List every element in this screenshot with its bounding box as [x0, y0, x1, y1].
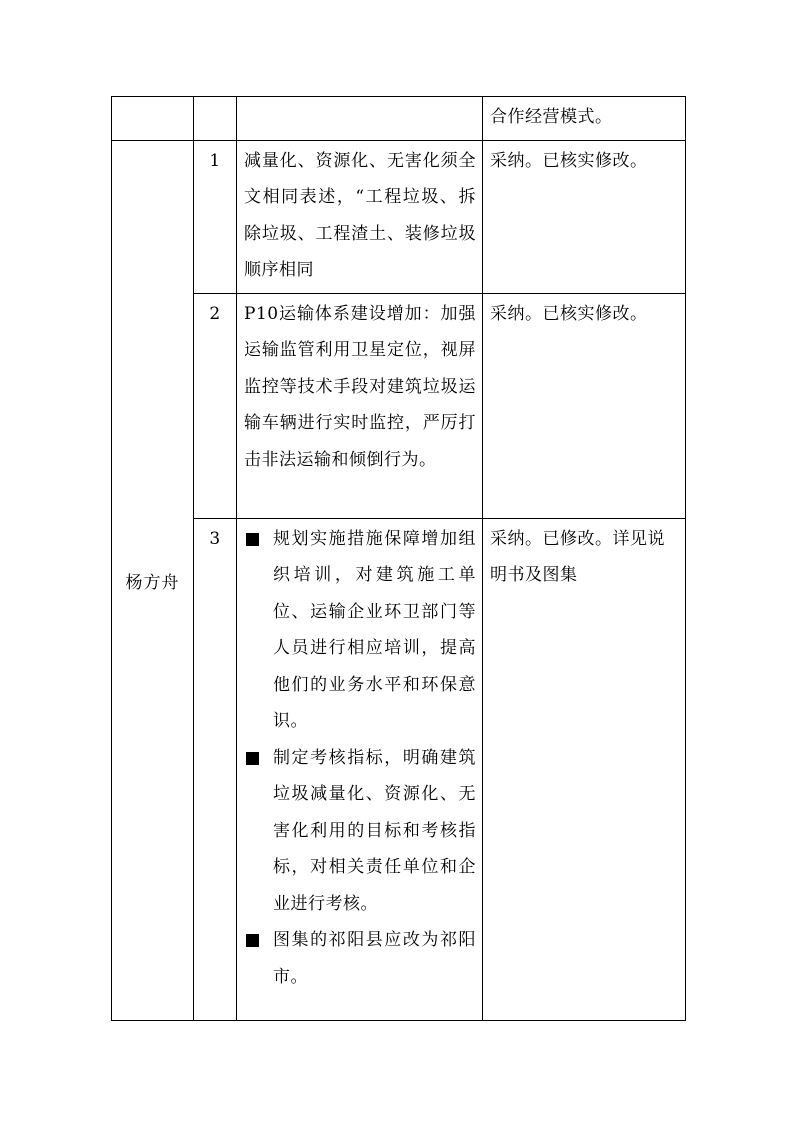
content-cell-empty [237, 97, 483, 141]
bullet-text: 制定考核指标，明确建筑垃圾减量化、资源化、无害化利用的目标和考核指标，对相关责任单位和企业进行考核。 [273, 747, 476, 914]
table-row-item-1 [112, 140, 686, 293]
content-cell [237, 293, 483, 518]
item-content: P10运输体系建设增加：加强运输监管利用卫星定位，视屏监控等技术手段对建筑垃圾运输车辆进行实时监控，严厉打击非法运输和倾倒行为。 [244, 303, 476, 470]
item-number: 3 [209, 528, 221, 549]
bullet-text: 规划实施措施保障增加组织培训，对建筑施工单位、运输企业环卫部门等人员进行相应培训，提高他们的业务水平和环保意识。 [273, 528, 476, 731]
response-cell [483, 293, 686, 518]
response-cell [483, 97, 686, 141]
table-row-continued [112, 97, 686, 141]
bullet-item [244, 740, 476, 923]
black-square-bullet-icon [246, 752, 259, 765]
number-cell [194, 518, 237, 1020]
table-row-item-3 [112, 518, 686, 1020]
content-cell [237, 140, 483, 293]
response-cell [483, 518, 686, 1020]
item-content: 减量化、资源化、无害化须全文相同表述，“工程垃圾、拆除垃圾、工程渣土、装修垃圾顺序相同 [244, 150, 476, 280]
reviewer-name: 杨方舟 [125, 572, 180, 593]
response-cell [483, 140, 686, 293]
bullet-text: 图集的祁阳县应改为祁阳市。 [273, 930, 476, 987]
response-text: 采纳。已修改。详见说明书及图集 [490, 528, 665, 585]
item-number: 2 [209, 303, 221, 324]
number-cell-empty [194, 97, 237, 141]
table-row-item-2 [112, 293, 686, 518]
reviewer-cell-empty [112, 97, 194, 141]
response-text: 采纳。已核实修改。 [490, 150, 648, 171]
item-number: 1 [209, 150, 221, 171]
bullet-item [244, 922, 476, 995]
response-text: 采纳。已核实修改。 [490, 303, 648, 324]
content-cell [237, 518, 483, 1020]
response-text: 合作经营模式。 [490, 107, 613, 127]
bullet-list [237, 519, 482, 1000]
number-cell [194, 140, 237, 293]
bullet-item [244, 521, 476, 740]
review-comments-table [111, 96, 686, 1021]
reviewer-name-cell [112, 140, 194, 1020]
black-square-bullet-icon [246, 934, 259, 947]
black-square-bullet-icon [246, 533, 259, 546]
number-cell [194, 293, 237, 518]
